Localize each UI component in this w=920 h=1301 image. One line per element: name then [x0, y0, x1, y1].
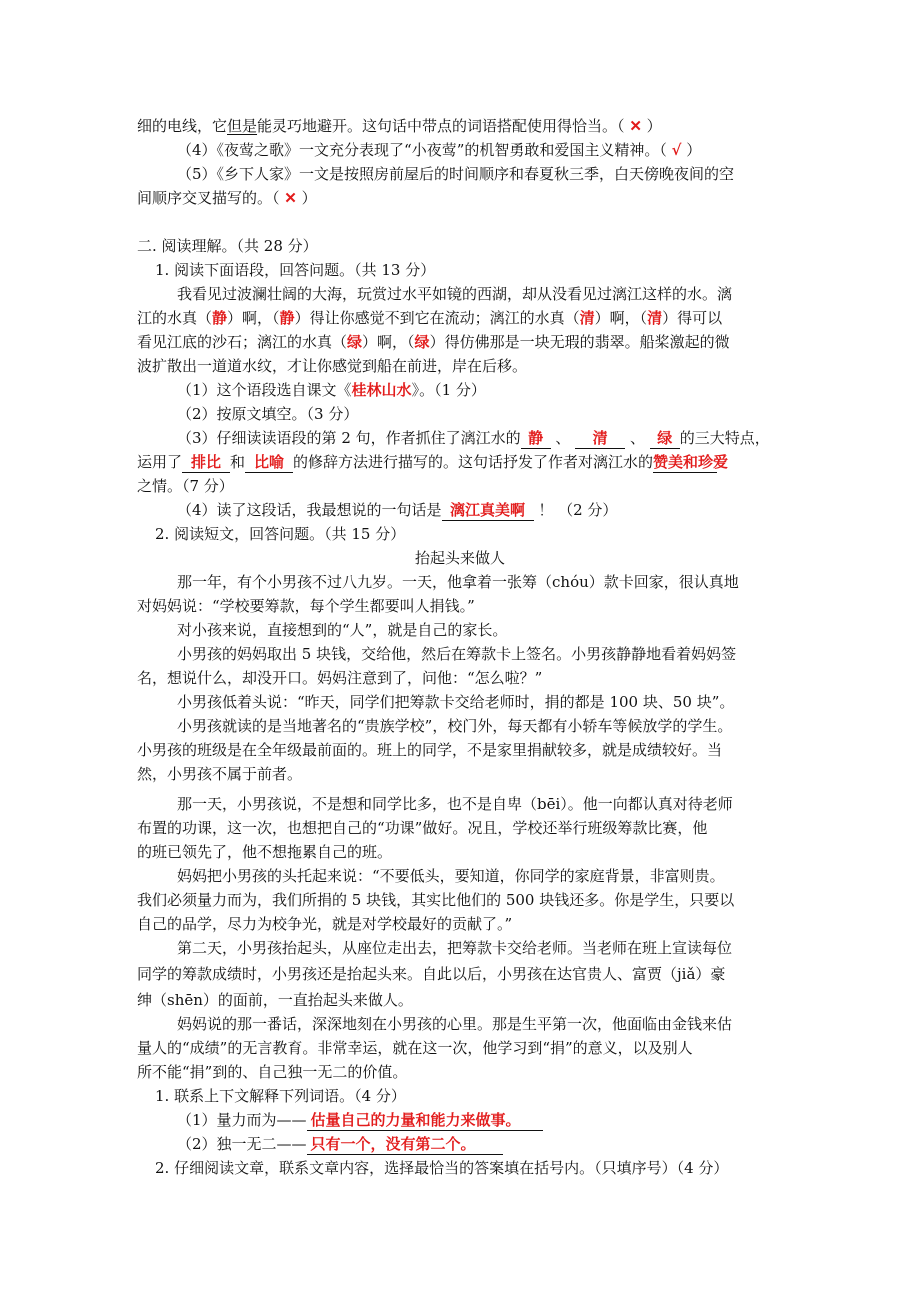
p2-line: 小男孩的妈妈取出 5 块钱，交给他，然后在筹款卡上签名。小男孩静静地看着妈妈签	[177, 645, 737, 663]
p2-line: 对小孩来说，直接想到的“人”，就是自己的家长。	[177, 621, 508, 639]
q2-1-sub1: （1）量力而为—— 估量自己的力量和能力来做事。	[177, 1109, 543, 1131]
p2-line: 名，想说什么，却没开口。妈妈注意到了，问他：“怎么啦？”	[137, 669, 543, 687]
q1-sub1: （1）这个语段选自课文《桂林山水》。（1 分）	[177, 381, 486, 399]
p2-line: 所不能“捐”到的、自己独一无二的价值。	[137, 1063, 408, 1081]
passage-1-line2: 江的水真（静）啊，（静）得让你感觉不到它在流动；漓江的水真（清）啊，（清）得可以	[137, 309, 723, 327]
judge-item-3-cont: 细的电线，它但是能灵巧地避开。这句话中带点的词语搭配使用得恰当。（ ✕ ）	[137, 117, 662, 135]
p2-line: 然，小男孩不属于前者。	[137, 765, 303, 783]
answer-mark: √	[671, 141, 682, 159]
answer-mark: ✕	[284, 189, 297, 207]
p2-line: 我们必须量力而为，我们所捐的 5 块钱，其实比他们的 500 块钱还多。你是学生，只要以	[137, 891, 735, 909]
p2-line: 妈妈把小男孩的头托起来说：“不要低头，要知道，你同学的家庭背景，非富则贵。	[177, 867, 725, 885]
section-heading: 二. 阅读理解。（共 28 分）	[137, 237, 318, 255]
p2-line: 那一年，有个小男孩不过八九岁。一天，他拿着一张筹（chóu）款卡回家，很认真地	[177, 573, 739, 591]
q1-sub3-line2: 运用了 排比 和 比喻 的修辞方法进行描写的。这句话抒发了作者对漓江水的赞美和珍爱	[137, 453, 729, 471]
q1-sub3-line1: （3）仔细读读语段的第 2 句，作者抓住了漓江水的 静 、 清 、 绿 的三大特点，	[177, 429, 770, 447]
p2-line: 那一天，小男孩说，不是想和同学比多，也不是自卑（bēi）。他一向都认真对待老师	[177, 795, 733, 813]
q2-2-heading: 2. 仔细阅读文章，联系文章内容，选择最恰当的答案填在括号内。（只填序号）（4 分）	[155, 1159, 729, 1177]
p2-line: 量人的“成绩”的无言教育。非常幸运，就在这一次，他学习到“捐”的意义，以及别人	[137, 1039, 693, 1057]
p2-line: 的班已领先了，他不想拖累自己的班。	[137, 843, 393, 861]
p2-line: 同学的筹款成绩时，小男孩还是抬起头来。自此以后，小男孩在达官贵人、富贾（jiǎ）豪	[137, 965, 726, 983]
question-1-heading: 1. 阅读下面语段，回答问题。（共 13 分）	[155, 261, 436, 279]
judge-item-5-line1: （5）《乡下人家》一文是按照房前屋后的时间顺序和春夏秋三季，白天傍晚夜间的空	[177, 165, 735, 183]
judge-item-4: （4）《夜莺之歌》一文充分表现了“小夜莺”的机智勇敢和爱国主义精神。（ √ ）	[177, 141, 702, 159]
p2-line: 小男孩就读的是当地著名的“贵族学校”，校门外，每天都有小轿车等候放学的学生。	[177, 717, 733, 735]
p2-line: 自己的品学，尽力为校争光，就是对学校最好的贡献了。”	[137, 915, 513, 933]
q1-sub3-line3: 之情。（7 分）	[137, 477, 234, 495]
p2-line: 第二天，小男孩抬起头，从座位走出去，把筹款卡交给老师。当老师在班上宣读每位	[177, 939, 733, 957]
p2-line: 绅（shēn）的面前，一直抬起头来做人。	[137, 991, 413, 1009]
passage-1-line3: 看见江底的沙石；漓江的水真（绿）啊，（绿）得仿佛那是一块无瑕的翡翠。船桨激起的微	[137, 333, 730, 351]
p2-line: 妈妈说的那一番话，深深地刻在小男孩的心里。那是生平第一次，他面临由金钱来估	[177, 1015, 733, 1033]
q1-sub4: （4）读了这段话，我最想说的一句话是 漓江真美啊 ！ （2 分）	[177, 501, 618, 519]
p2-line: 对妈妈说：“学校要筹款，每个学生都要叫人捐钱。”	[137, 597, 475, 615]
q2-1-sub2: （2）独一无二—— 只有一个，没有第二个。	[177, 1133, 503, 1155]
passage-1-line1: 我看见过波澜壮阔的大海，玩赏过水平如镜的西湖，却从没看见过漓江这样的水。漓	[177, 285, 733, 303]
judge-item-5-line2: 间顺序交叉描写的。（ ✕ ）	[137, 189, 317, 207]
p2-line: 布置的功课，这一次，也想把自己的“功课”做好。况且，学校还举行班级筹款比赛，他	[137, 819, 708, 837]
p2-line: 小男孩的班级是在全年级最前面的。班上的同学，不是家里捐献较多，就是成绩较好。当	[137, 741, 723, 759]
q2-1-heading: 1. 联系上下文解释下列词语。（4 分）	[155, 1087, 406, 1105]
q1-sub2: （2）按原文填空。（3 分）	[177, 405, 359, 423]
passage-2-title: 抬起头来做人	[414, 549, 505, 567]
answer-mark: ✕	[629, 117, 642, 135]
passage-1-line4: 波扩散出一道道水纹，才让你感觉到船在前进，岸在后移。	[137, 357, 528, 375]
question-2-heading: 2. 阅读短文，回答问题。（共 15 分）	[155, 525, 406, 543]
p2-line: 小男孩低着头说：“昨天，同学们把筹款卡交给老师时，捐的都是 100 块、50 块”。	[177, 693, 735, 711]
